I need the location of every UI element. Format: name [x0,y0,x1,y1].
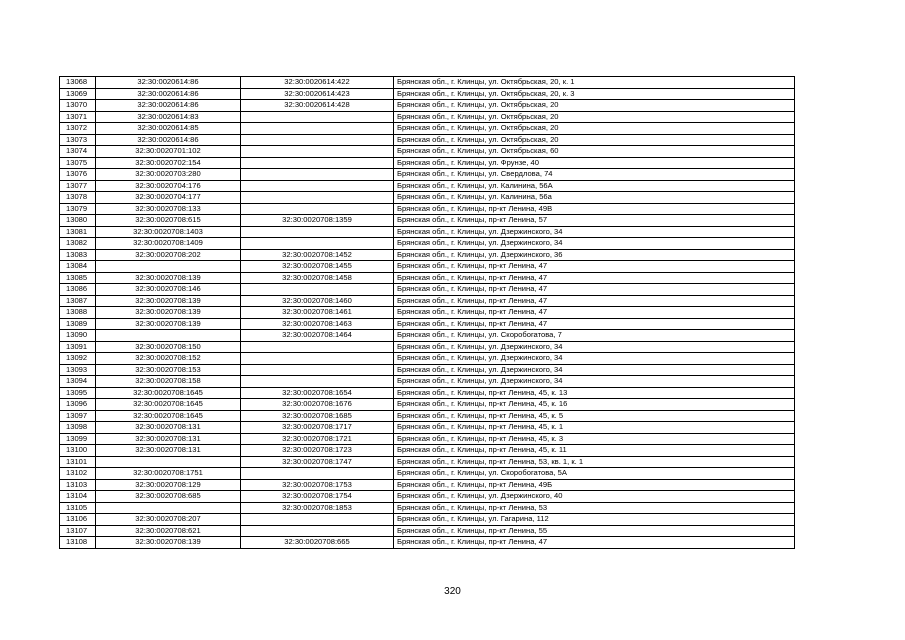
building-cadastral-number-cell: 32:30:0020708:1853 [241,502,394,514]
land-cadastral-number-cell: 32:30:0020702:154 [96,157,241,169]
building-cadastral-number-cell [241,226,394,238]
building-cadastral-number-cell: 32:30:0020708:1460 [241,295,394,307]
table-row [60,100,795,112]
land-cadastral-number-cell: 32:30:0020708:139 [96,307,241,319]
land-cadastral-number-cell: 32:30:0020708:153 [96,364,241,376]
row-number-cell: 13106 [60,514,96,526]
land-cadastral-number-cell: 32:30:0020708:131 [96,433,241,445]
row-number-cell: 13104 [60,491,96,503]
building-cadastral-number-cell: 32:30:0020708:1747 [241,456,394,468]
building-cadastral-number-cell: 32:30:0020708:1721 [241,433,394,445]
address-cell: Брянская обл., г. Клинцы, пр-кт Ленина, 47 [394,295,795,307]
page-number: 320 [444,586,461,597]
row-number-cell: 13071 [60,111,96,123]
land-cadastral-number-cell: 32:30:0020708:129 [96,479,241,491]
row-number-cell: 13076 [60,169,96,181]
row-number-cell: 13105 [60,502,96,514]
table-row [60,376,795,388]
building-cadastral-number-cell: 32:30:0020708:1359 [241,215,394,227]
land-cadastral-number-cell: 32:30:0020708:158 [96,376,241,388]
building-cadastral-number-cell [241,468,394,480]
registry-table [59,76,795,549]
table-row [60,146,795,158]
table-row [60,157,795,169]
table-row [60,77,795,89]
address-cell: Брянская обл., г. Клинцы, ул. Гагарина, 112 [394,514,795,526]
land-cadastral-number-cell: 32:30:0020708:1645 [96,387,241,399]
row-number-cell: 13085 [60,272,96,284]
table-row [60,514,795,526]
land-cadastral-number-cell [96,502,241,514]
building-cadastral-number-cell [241,157,394,169]
row-number-cell: 13094 [60,376,96,388]
building-cadastral-number-cell: 32:30:0020708:1458 [241,272,394,284]
building-cadastral-number-cell: 32:30:0020708:1754 [241,491,394,503]
land-cadastral-number-cell: 32:30:0020708:1751 [96,468,241,480]
table-row [60,468,795,480]
land-cadastral-number-cell: 32:30:0020708:685 [96,491,241,503]
registry-table-body [60,77,795,549]
building-cadastral-number-cell: 32:30:0020708:1753 [241,479,394,491]
address-cell: Брянская обл., г. Клинцы, пр-кт Ленина, 55 [394,525,795,537]
land-cadastral-number-cell: 32:30:0020708:615 [96,215,241,227]
address-cell: Брянская обл., г. Клинцы, ул. Дзержинского, 34 [394,376,795,388]
address-cell: Брянская обл., г. Клинцы, ул. Октябрьская, 20 [394,100,795,112]
land-cadastral-number-cell: 32:30:0020708:139 [96,318,241,330]
row-number-cell: 13102 [60,468,96,480]
table-row [60,88,795,100]
building-cadastral-number-cell [241,180,394,192]
address-cell: Брянская обл., г. Клинцы, пр-кт Ленина, 45, к. 3 [394,433,795,445]
row-number-cell: 13073 [60,134,96,146]
table-row [60,284,795,296]
land-cadastral-number-cell: 32:30:0020708:1403 [96,226,241,238]
row-number-cell: 13092 [60,353,96,365]
building-cadastral-number-cell [241,238,394,250]
building-cadastral-number-cell: 32:30:0020614:423 [241,88,394,100]
row-number-cell: 13088 [60,307,96,319]
address-cell: Брянская обл., г. Клинцы, пр-кт Ленина, 45, к. 16 [394,399,795,411]
land-cadastral-number-cell [96,330,241,342]
table-row [60,456,795,468]
land-cadastral-number-cell [96,456,241,468]
address-cell: Брянская обл., г. Клинцы, ул. Октябрьская, 20 [394,134,795,146]
row-number-cell: 13093 [60,364,96,376]
land-cadastral-number-cell: 32:30:0020708:146 [96,284,241,296]
table-row [60,307,795,319]
row-number-cell: 13096 [60,399,96,411]
address-cell: Брянская обл., г. Клинцы, ул. Дзержинского, 40 [394,491,795,503]
address-cell: Брянская обл., г. Клинцы, пр-кт Ленина, 47 [394,284,795,296]
building-cadastral-number-cell [241,376,394,388]
land-cadastral-number-cell: 32:30:0020708:150 [96,341,241,353]
land-cadastral-number-cell: 32:30:0020708:202 [96,249,241,261]
land-cadastral-number-cell: 32:30:0020708:152 [96,353,241,365]
land-cadastral-number-cell: 32:30:0020708:1645 [96,399,241,411]
address-cell: Брянская обл., г. Клинцы, пр-кт Ленина, 57 [394,215,795,227]
row-number-cell: 13090 [60,330,96,342]
row-number-cell: 13079 [60,203,96,215]
address-cell: Брянская обл., г. Клинцы, пр-кт Ленина, 47 [394,261,795,273]
table-row [60,169,795,181]
address-cell: Брянская обл., г. Клинцы, ул. Октябрьская, 60 [394,146,795,158]
table-row [60,387,795,399]
row-number-cell: 13089 [60,318,96,330]
row-number-cell: 13087 [60,295,96,307]
address-cell: Брянская обл., г. Клинцы, ул. Дзержинского, 34 [394,364,795,376]
row-number-cell: 13081 [60,226,96,238]
land-cadastral-number-cell: 32:30:0020614:83 [96,111,241,123]
table-row [60,180,795,192]
building-cadastral-number-cell: 32:30:0020708:1676 [241,399,394,411]
building-cadastral-number-cell: 32:30:0020708:1654 [241,387,394,399]
address-cell: Брянская обл., г. Клинцы, ул. Дзержинского, 34 [394,341,795,353]
row-number-cell: 13078 [60,192,96,204]
row-number-cell: 13108 [60,537,96,549]
land-cadastral-number-cell: 32:30:0020708:139 [96,537,241,549]
land-cadastral-number-cell: 32:30:0020708:133 [96,203,241,215]
row-number-cell: 13099 [60,433,96,445]
building-cadastral-number-cell: 32:30:0020614:428 [241,100,394,112]
land-cadastral-number-cell: 32:30:0020708:1645 [96,410,241,422]
address-cell: Брянская обл., г. Клинцы, ул. Фрунзе, 40 [394,157,795,169]
address-cell: Брянская обл., г. Клинцы, пр-кт Ленина, 53, кв. 1, к. 1 [394,456,795,468]
address-cell: Брянская обл., г. Клинцы, ул. Калинина, 56а [394,192,795,204]
address-cell: Брянская обл., г. Клинцы, пр-кт Ленина, 47 [394,307,795,319]
table-row [60,215,795,227]
table-row [60,330,795,342]
row-number-cell: 13068 [60,77,96,89]
row-number-cell: 13103 [60,479,96,491]
row-number-cell: 13101 [60,456,96,468]
address-cell: Брянская обл., г. Клинцы, пр-кт Ленина, 47 [394,272,795,284]
table-row [60,238,795,250]
table-row [60,341,795,353]
address-cell: Брянская обл., г. Клинцы, ул. Скоробогатова, 5А [394,468,795,480]
row-number-cell: 13098 [60,422,96,434]
land-cadastral-number-cell: 32:30:0020708:131 [96,422,241,434]
table-row [60,203,795,215]
building-cadastral-number-cell: 32:30:0020708:1723 [241,445,394,457]
address-cell: Брянская обл., г. Клинцы, пр-кт Ленина, 53 [394,502,795,514]
address-cell: Брянская обл., г. Клинцы, ул. Дзержинского, 34 [394,226,795,238]
row-number-cell: 13091 [60,341,96,353]
address-cell: Брянская обл., г. Клинцы, пр-кт Ленина, 47 [394,318,795,330]
building-cadastral-number-cell [241,192,394,204]
land-cadastral-number-cell: 32:30:0020708:139 [96,272,241,284]
table-row [60,537,795,549]
building-cadastral-number-cell: 32:30:0020614:422 [241,77,394,89]
row-number-cell: 13082 [60,238,96,250]
row-number-cell: 13083 [60,249,96,261]
address-cell: Брянская обл., г. Клинцы, пр-кт Ленина, 47 [394,537,795,549]
address-cell: Брянская обл., г. Клинцы, ул. Октябрьская, 20, к. 1 [394,77,795,89]
building-cadastral-number-cell [241,134,394,146]
address-cell: Брянская обл., г. Клинцы, ул. Дзержинского, 34 [394,238,795,250]
building-cadastral-number-cell [241,525,394,537]
row-number-cell: 13077 [60,180,96,192]
land-cadastral-number-cell: 32:30:0020614:86 [96,77,241,89]
land-cadastral-number-cell: 32:30:0020701:102 [96,146,241,158]
land-cadastral-number-cell: 32:30:0020614:86 [96,88,241,100]
address-cell: Брянская обл., г. Клинцы, ул. Октябрьская, 20 [394,111,795,123]
table-row [60,364,795,376]
building-cadastral-number-cell [241,111,394,123]
table-row [60,410,795,422]
building-cadastral-number-cell: 32:30:0020708:1452 [241,249,394,261]
table-row [60,295,795,307]
table-row [60,502,795,514]
row-number-cell: 13095 [60,387,96,399]
row-number-cell: 13100 [60,445,96,457]
address-cell: Брянская обл., г. Клинцы, ул. Дзержинского, 36 [394,249,795,261]
address-cell: Брянская обл., г. Клинцы, ул. Калинина, 56А [394,180,795,192]
land-cadastral-number-cell: 32:30:0020708:1409 [96,238,241,250]
table-row [60,226,795,238]
table-row [60,261,795,273]
building-cadastral-number-cell [241,514,394,526]
table-row [60,249,795,261]
land-cadastral-number-cell: 32:30:0020614:85 [96,123,241,135]
address-cell: Брянская обл., г. Клинцы, ул. Дзержинского, 34 [394,353,795,365]
building-cadastral-number-cell [241,341,394,353]
land-cadastral-number-cell: 32:30:0020708:207 [96,514,241,526]
building-cadastral-number-cell [241,203,394,215]
row-number-cell: 13084 [60,261,96,273]
table-row [60,318,795,330]
row-number-cell: 13097 [60,410,96,422]
building-cadastral-number-cell: 32:30:0020708:1455 [241,261,394,273]
table-row [60,399,795,411]
row-number-cell: 13075 [60,157,96,169]
row-number-cell: 13074 [60,146,96,158]
land-cadastral-number-cell: 32:30:0020708:139 [96,295,241,307]
table-row [60,111,795,123]
building-cadastral-number-cell: 32:30:0020708:1685 [241,410,394,422]
building-cadastral-number-cell [241,169,394,181]
address-cell: Брянская обл., г. Клинцы, пр-кт Ленина, 49В [394,203,795,215]
row-number-cell: 13086 [60,284,96,296]
row-number-cell: 13080 [60,215,96,227]
building-cadastral-number-cell [241,123,394,135]
land-cadastral-number-cell: 32:30:0020703:280 [96,169,241,181]
table-row [60,479,795,491]
address-cell: Брянская обл., г. Клинцы, ул. Октябрьская, 20, к. 3 [394,88,795,100]
land-cadastral-number-cell: 32:30:0020708:131 [96,445,241,457]
building-cadastral-number-cell: 32:30:0020708:1461 [241,307,394,319]
row-number-cell: 13072 [60,123,96,135]
address-cell: Брянская обл., г. Клинцы, ул. Свердлова, 74 [394,169,795,181]
land-cadastral-number-cell: 32:30:0020704:176 [96,180,241,192]
table-row [60,134,795,146]
table-row [60,433,795,445]
address-cell: Брянская обл., г. Клинцы, пр-кт Ленина, 45, к. 13 [394,387,795,399]
land-cadastral-number-cell: 32:30:0020614:86 [96,100,241,112]
table-row [60,192,795,204]
building-cadastral-number-cell [241,284,394,296]
address-cell: Брянская обл., г. Клинцы, пр-кт Ленина, 45, к. 1 [394,422,795,434]
building-cadastral-number-cell [241,364,394,376]
address-cell: Брянская обл., г. Клинцы, ул. Октябрьская, 20 [394,123,795,135]
table-row [60,445,795,457]
table-row [60,353,795,365]
land-cadastral-number-cell: 32:30:0020614:86 [96,134,241,146]
land-cadastral-number-cell: 32:30:0020704:177 [96,192,241,204]
land-cadastral-number-cell: 32:30:0020708:621 [96,525,241,537]
row-number-cell: 13107 [60,525,96,537]
building-cadastral-number-cell: 32:30:0020708:665 [241,537,394,549]
building-cadastral-number-cell [241,146,394,158]
address-cell: Брянская обл., г. Клинцы, пр-кт Ленина, 45, к. 5 [394,410,795,422]
row-number-cell: 13069 [60,88,96,100]
table-row [60,272,795,284]
address-cell: Брянская обл., г. Клинцы, пр-кт Ленина, 49Б [394,479,795,491]
building-cadastral-number-cell: 32:30:0020708:1464 [241,330,394,342]
land-cadastral-number-cell [96,261,241,273]
address-cell: Брянская обл., г. Клинцы, ул. Скоробогатова, 7 [394,330,795,342]
row-number-cell: 13070 [60,100,96,112]
table-row [60,123,795,135]
building-cadastral-number-cell [241,353,394,365]
building-cadastral-number-cell: 32:30:0020708:1463 [241,318,394,330]
table-row [60,491,795,503]
table-row [60,525,795,537]
table-row [60,422,795,434]
address-cell: Брянская обл., г. Клинцы, пр-кт Ленина, 45, к. 11 [394,445,795,457]
building-cadastral-number-cell: 32:30:0020708:1717 [241,422,394,434]
